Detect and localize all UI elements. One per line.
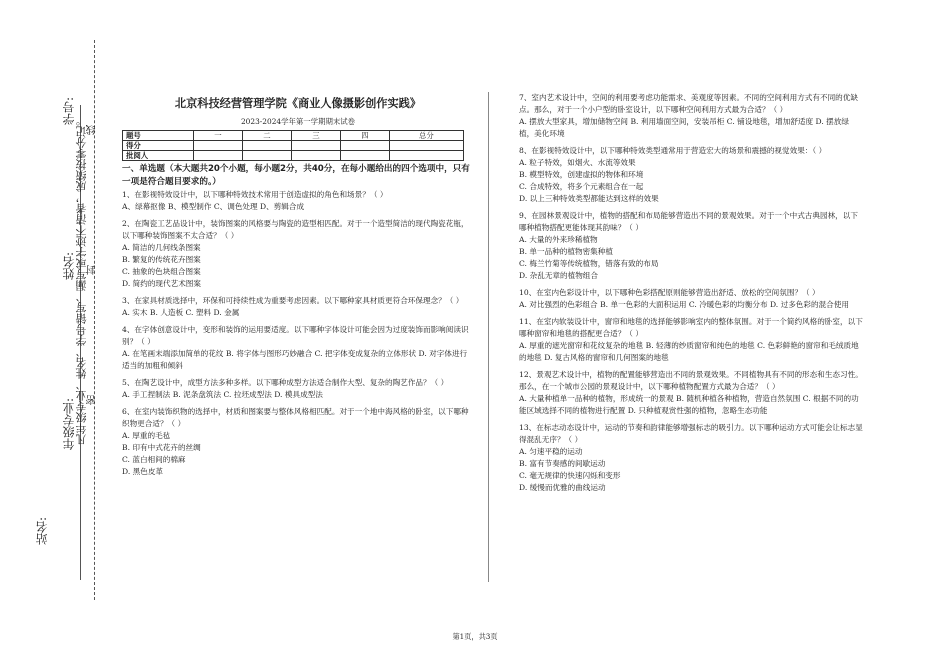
question-item	[122, 324, 474, 372]
question-option: B. 单一品种的植物密集种植	[519, 247, 613, 256]
student-id-label: 学号:	[62, 96, 76, 125]
question-text: 13、在标志动态设计中，运动的节奏和韵律能够增强标志的吸引力。以下哪种运动方式可能会让标志显得混乱无序？（ ）	[519, 423, 863, 444]
seal-char-feng: 封	[87, 265, 98, 275]
question-option: A. 手工捏制法 B. 泥条盘筑法 C. 拉坯成型法 D. 模具成型法	[122, 390, 323, 399]
grader-cell[interactable]	[291, 151, 340, 161]
question-text: 12、景观艺术设计中，植物的配置能够营造出不同的景观效果。不同植物具有不同的形态和生态习性。那么，在一个城市公园的景观设计中，以下哪种植物配置方式最为合适？（ ）	[519, 370, 863, 391]
grader-cell[interactable]	[242, 151, 291, 161]
seal-char-xian: 线	[87, 125, 98, 135]
section-heading: 一、单选题（本大题共20个小题，每小题2分，共40分，在每小题给出的四个选项中，只有一项是符合题目要求的。）	[122, 164, 470, 187]
question-option: C. 毫无规律的快速闪烁和变形	[519, 471, 621, 480]
question-item	[519, 316, 864, 364]
question-text: 11、在室内软装设计中，窗帘和地毯的选择能够影响室内的整体氛围。对于一个简约风格的卧室，以下哪种窗帘和地毯的搭配更合适？（ ）	[519, 317, 863, 338]
question-option: C. 合成特效，将多个元素组合在一起	[519, 182, 644, 191]
question-item	[122, 189, 474, 213]
column-divider	[488, 92, 489, 582]
question-option: A. 大量种植单一品种的植物，形成统一的景观 B. 随机种植各种植物，营造自然氛围 C. 根据不同的功能区域选择不同的植物进行配置 D. 只种植观赏性强的植物，忽略生态功能	[519, 394, 859, 415]
exam-subtitle: 2023-2024学年第一学期期末试卷	[240, 117, 356, 126]
grader-cell[interactable]	[340, 151, 389, 161]
question-text: 7、室内艺术设计中，空间的利用要考虑功能需求、美观度等因素。不同的空间利用方式有不同的优缺点。那么，对于一个小户型的卧室设计，以下哪种空间利用方式最为合适？（ ）	[519, 93, 858, 114]
question-option: A. 简洁的几何线条图案	[122, 243, 201, 252]
question-option: B. 模型特效，创建虚拟的物体和环境	[519, 170, 644, 179]
exam-title: 北京科技经营管理学院《商业人像摄影创作实践》	[174, 97, 422, 110]
question-text: 1、在影视特效设计中，以下哪种特效技术常用于创造虚拟的角色和场景？（ ）	[122, 190, 388, 199]
right-column	[519, 92, 864, 499]
score-cell[interactable]	[389, 141, 463, 151]
question-option: D. 黑色皮革	[122, 467, 164, 476]
question-option: C. 梅兰竹菊等传统植物，错落有致的布局	[519, 259, 659, 268]
score-table	[122, 130, 464, 161]
question-text: 4、在字体创意设计中，变形和装饰的运用要适度。以下哪种字体设计可能会因为过度装饰而影响阅读识别？（ ）	[122, 325, 469, 346]
name-label: 姓名:	[62, 251, 76, 280]
seal-dashed-line	[94, 40, 95, 600]
question-option: A. 大量的外来珍稀植物	[519, 235, 598, 244]
question-text: 3、在家具材质选择中，环保和可持续性成为重要考虑因素。以下哪种家具材质更符合环保理念？（ ）	[122, 296, 464, 305]
question-text: 8、在影视特效设计中，以下哪种特效类型通常用于营造宏大的场景和震撼的视觉效果：（ ）	[519, 146, 827, 155]
question-option: A. 实木 B. 人造板 C. 塑料 D. 金属	[122, 308, 240, 317]
left-column	[122, 96, 474, 483]
question-option: C. 抽象的色块组合图案	[122, 267, 201, 276]
grader-cell[interactable]	[194, 151, 243, 161]
score-header-cell: 题号	[123, 131, 194, 141]
question-option: B. 印有中式花卉的丝绸	[122, 443, 201, 452]
question-option: C. 蓝白相间的棉麻	[122, 455, 186, 464]
question-text: 6、在室内装饰织物的选择中，材质和图案要与整体风格相匹配。对于一个地中海风格的卧室，以下哪种织物更合适？（ ）	[122, 407, 469, 428]
page-footer: 第1页，共3页	[452, 632, 498, 641]
question-item	[519, 287, 864, 311]
question-item	[122, 218, 474, 290]
score-table-header-row	[123, 131, 464, 141]
question-item	[122, 377, 474, 401]
grader-row-label: 批阅人	[123, 151, 194, 161]
question-item	[122, 295, 474, 319]
question-option: A. 厚重的遮光窗帘和花纹复杂的地毯 B. 轻薄的纱质窗帘和纯色的地毯 C. 色彩鲜艳的窗帘和毛绒质地的地毯 D. 复古风格的窗帘和几何图案的地毯	[519, 341, 859, 362]
question-option: B. 繁复的传统花卉图案	[122, 255, 201, 264]
score-row	[123, 141, 464, 151]
score-cell[interactable]	[194, 141, 243, 151]
question-option: A. 厚重的毛毡	[122, 431, 171, 440]
question-option: A、绿幕抠像 B、模型制作 C、调色处理 D、剪辑合成	[122, 202, 305, 211]
question-item	[519, 210, 864, 282]
question-item	[519, 92, 864, 140]
question-option: D. 杂乱无章的植物组合	[519, 271, 598, 280]
score-header-cell: 总分	[389, 131, 463, 141]
right-question-list	[519, 92, 864, 494]
left-question-list	[122, 189, 474, 478]
question-item	[519, 145, 864, 205]
question-text: 10、在室内色彩设计中，以下哪种色彩搭配原则能够营造出舒适、放松的空间氛围？（ ）	[519, 288, 820, 297]
grade-major-label: 年级专业:	[62, 397, 76, 450]
notice-text: 凡年级专业、姓名、学号错写、漏写或字迹不清者，成绩按零分记。	[75, 115, 88, 445]
question-text: 9、在园林景观设计中，植物的搭配和布局能够营造出不同的景观效果。对于一个中式古典园林，以下哪种植物搭配更能体现其韵味？（ ）	[519, 211, 858, 232]
score-header-cell: 一	[194, 131, 243, 141]
score-header-cell: 四	[340, 131, 389, 141]
question-option: A. 摆放大型家具，增加储物空间 B. 利用墙面空间，安装吊柜 C. 铺设地毯，增加舒适度 D. 摆放绿植，美化环境	[519, 117, 849, 138]
question-option: B. 富有节奏感的间歇运动	[519, 459, 606, 468]
question-text: 5、在陶艺设计中，成型方法多种多样。以下哪种成型方法适合制作大型、复杂的陶艺作品？（ ）	[122, 378, 449, 387]
binding-margin	[0, 0, 110, 672]
grader-row	[123, 151, 464, 161]
question-item	[519, 422, 864, 494]
question-option: A. 粒子特效，如烟火、水流等效果	[519, 158, 636, 167]
score-row-label: 得分	[123, 141, 194, 151]
question-option: D. 缓慢而优雅的曲线运动	[519, 483, 606, 492]
question-item	[519, 369, 864, 417]
grader-cell[interactable]	[389, 151, 463, 161]
question-option: A. 匀速平稳的运动	[519, 447, 583, 456]
score-cell[interactable]	[340, 141, 389, 151]
seal-char-mi: 密	[87, 395, 98, 405]
question-text: 2、在陶瓷工艺品设计中，装饰图案的风格要与陶瓷的造型相匹配。对于一个造型简洁的现代陶瓷花瓶，以下哪种装饰图案不太合适？（ ）	[122, 219, 469, 240]
question-item	[122, 406, 474, 478]
question-option: D. 以上三种特效类型都能达到这样的效果	[519, 194, 659, 203]
score-cell[interactable]	[291, 141, 340, 151]
question-option: A. 对比强烈的色彩组合 B. 单一色彩的大面积运用 C. 冷暖色彩的均衡分布 D. 过多色彩的混合使用	[519, 300, 849, 309]
score-header-cell: 二	[242, 131, 291, 141]
station-label: 站名:	[35, 516, 49, 545]
question-option: A. 在笔画末端添加简单的花纹 B. 将字体与图形巧妙融合 C. 把字体变成复杂的立体形状 D. 对字体进行适当的加粗和倾斜	[122, 349, 468, 370]
score-header-cell: 三	[291, 131, 340, 141]
question-option: D. 简约的现代艺术图案	[122, 279, 201, 288]
score-cell[interactable]	[242, 141, 291, 151]
